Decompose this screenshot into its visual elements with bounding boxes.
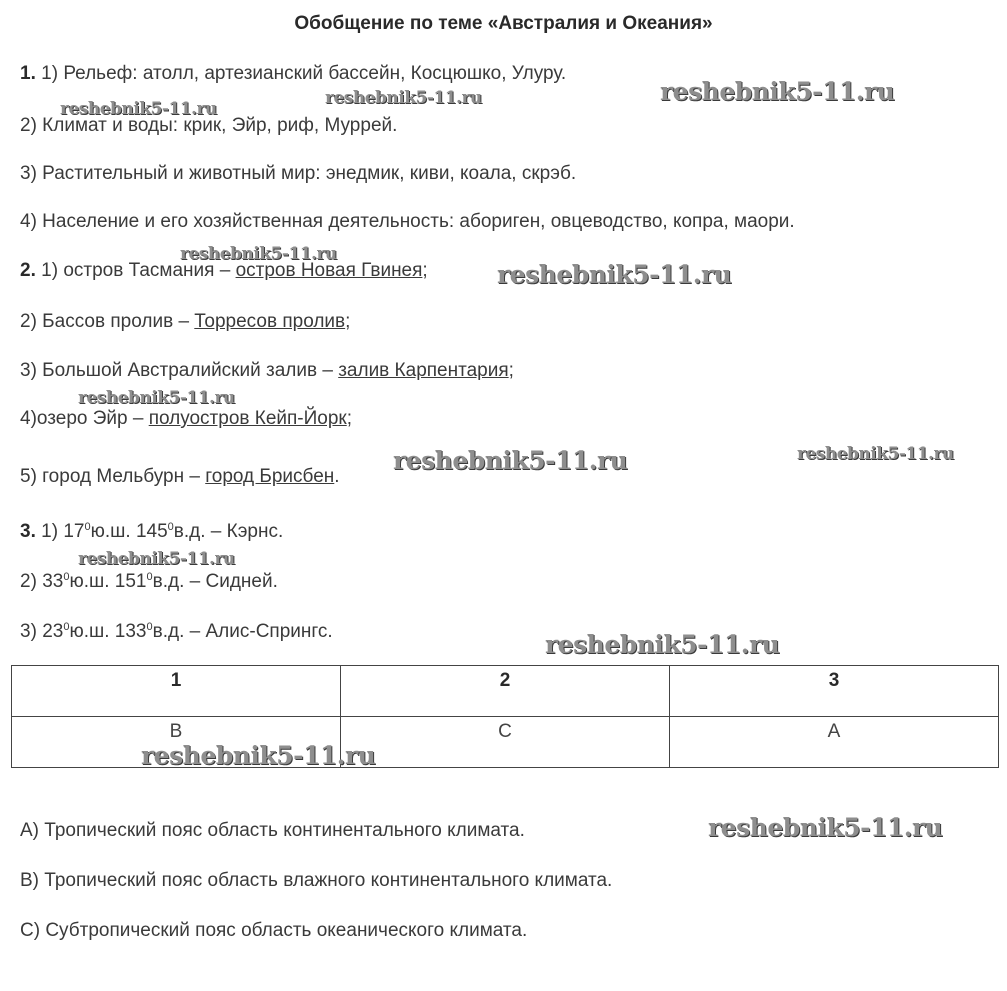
degree-mark: 0 [63, 621, 70, 633]
section3-item-3 [20, 621, 333, 643]
section1-item-3: 3) Растительный и животный мир: энедмик, киви, коала, скрэб. [20, 163, 577, 184]
watermark: reshebnik5-11.ru [708, 813, 943, 842]
section2-item-2-suffix: ; [345, 311, 351, 332]
page-title: Обобщение по теме «Австралия и Океания» [294, 13, 713, 34]
watermark: reshebnik5-11.ru [797, 444, 954, 464]
answer-table-header-cell: 1 [12, 666, 341, 717]
coord-index: 2) [20, 571, 43, 592]
watermark: reshebnik5-11.ru [78, 549, 235, 569]
watermark: reshebnik5-11.ru [660, 77, 895, 106]
section2-item-5 [20, 466, 340, 488]
section2-item-1 [20, 260, 428, 282]
degree-mark: 0 [63, 571, 70, 583]
coord-index: 3) [20, 621, 43, 642]
section2-item-1-suffix: ; [422, 260, 428, 281]
watermark: reshebnik5-11.ru [497, 260, 732, 289]
section2-item-5-prefix: 5) город Мельбурн – [20, 466, 206, 487]
coord-lon: 145 [135, 521, 168, 542]
section2-item-4-suffix: ; [346, 408, 353, 429]
watermark: reshebnik5-11.ru [180, 244, 337, 264]
section3-item-1 [20, 521, 283, 543]
answer-table-row [12, 717, 999, 768]
coord-city: Алис-Спрингс. [205, 621, 333, 642]
coord-lat: 17 [63, 521, 85, 542]
section2-item-3-prefix: 3) Большой Австралийский залив – [20, 360, 339, 381]
coord-lat-unit: ю.ш. [90, 521, 136, 542]
watermark: reshebnik5-11.ru [78, 388, 235, 408]
watermark: reshebnik5-11.ru [393, 446, 628, 475]
section2-item-5-suffix: . [334, 466, 340, 487]
section2-item-3-suffix: ; [508, 360, 514, 381]
coord-lat-unit: ю.ш. [69, 621, 115, 642]
coord-lon: 151 [114, 571, 147, 592]
section1-item-1 [20, 63, 566, 85]
answer-table [11, 665, 999, 768]
coord-city: Сидней. [205, 571, 278, 592]
answer-table-header-cell: 3 [670, 666, 999, 717]
degree-mark: 0 [84, 521, 91, 533]
coord-lon-unit: в.д. – [152, 571, 206, 592]
degree-mark: 0 [167, 521, 174, 533]
degree-mark: 0 [146, 621, 153, 633]
coord-lon: 133 [114, 621, 147, 642]
section2-item-2 [20, 311, 350, 333]
section2-item-1-answer: остров Новая Гвинея [235, 260, 423, 281]
answer-table-cell: C [341, 717, 670, 768]
watermark: reshebnik5-11.ru [325, 88, 482, 108]
watermark: reshebnik5-11.ru [60, 99, 217, 119]
coord-lon-unit: в.д. – [173, 521, 227, 542]
section2-number: 2. [20, 260, 36, 281]
section2-item-2-answer: Торресов пролив [194, 311, 346, 332]
section2-item-4 [20, 408, 352, 430]
watermark: reshebnik5-11.ru [141, 741, 376, 770]
section2-item-3 [20, 360, 514, 382]
coord-index: 1) [41, 521, 64, 542]
section1-item-1-text: 1) Рельеф: атолл, артезианский бассейн, Косцюшко, Улуру. [41, 63, 567, 84]
section1-item-2: 2) Климат и воды: крик, Эйр, риф, Муррей. [20, 115, 398, 136]
coord-lon-unit: в.д. – [152, 621, 206, 642]
answer-table-header-cell: 2 [341, 666, 670, 717]
legend-item-c: C) Субтропический пояс область океанического климата. [20, 920, 528, 941]
legend-item-b: B) Тропический пояс область влажного континентального климата. [20, 870, 613, 891]
coord-lat-unit: ю.ш. [69, 571, 115, 592]
section2-item-5-answer: город Брисбен [205, 466, 335, 487]
legend-item-a: A) Тропический пояс область континентального климата. [20, 820, 525, 841]
answer-table-cell: B [12, 717, 341, 768]
answer-table-header-row [12, 666, 999, 717]
section2-item-1-prefix: 1) остров Тасмания – [41, 260, 236, 281]
section2-item-4-answer: полуостров Кейп-Йорк [148, 408, 347, 429]
watermark: reshebnik5-11.ru [545, 630, 780, 659]
section1-number: 1. [20, 63, 36, 84]
section3-item-2 [20, 571, 278, 593]
coord-lat: 33 [42, 571, 64, 592]
section3-number: 3. [20, 521, 36, 542]
section2-item-2-prefix: 2) Бассов пролив – [20, 311, 195, 332]
coord-city: Кэрнс. [226, 521, 284, 542]
coord-lat: 23 [42, 621, 64, 642]
degree-mark: 0 [146, 571, 153, 583]
section2-item-3-answer: залив Карпентария [338, 360, 509, 381]
answer-table-cell: A [670, 717, 999, 768]
section2-item-4-prefix: 4)озеро Эйр – [20, 408, 149, 429]
section1-item-4: 4) Население и его хозяйственная деятельность: абориген, овцеводство, копра, маори. [20, 211, 795, 232]
